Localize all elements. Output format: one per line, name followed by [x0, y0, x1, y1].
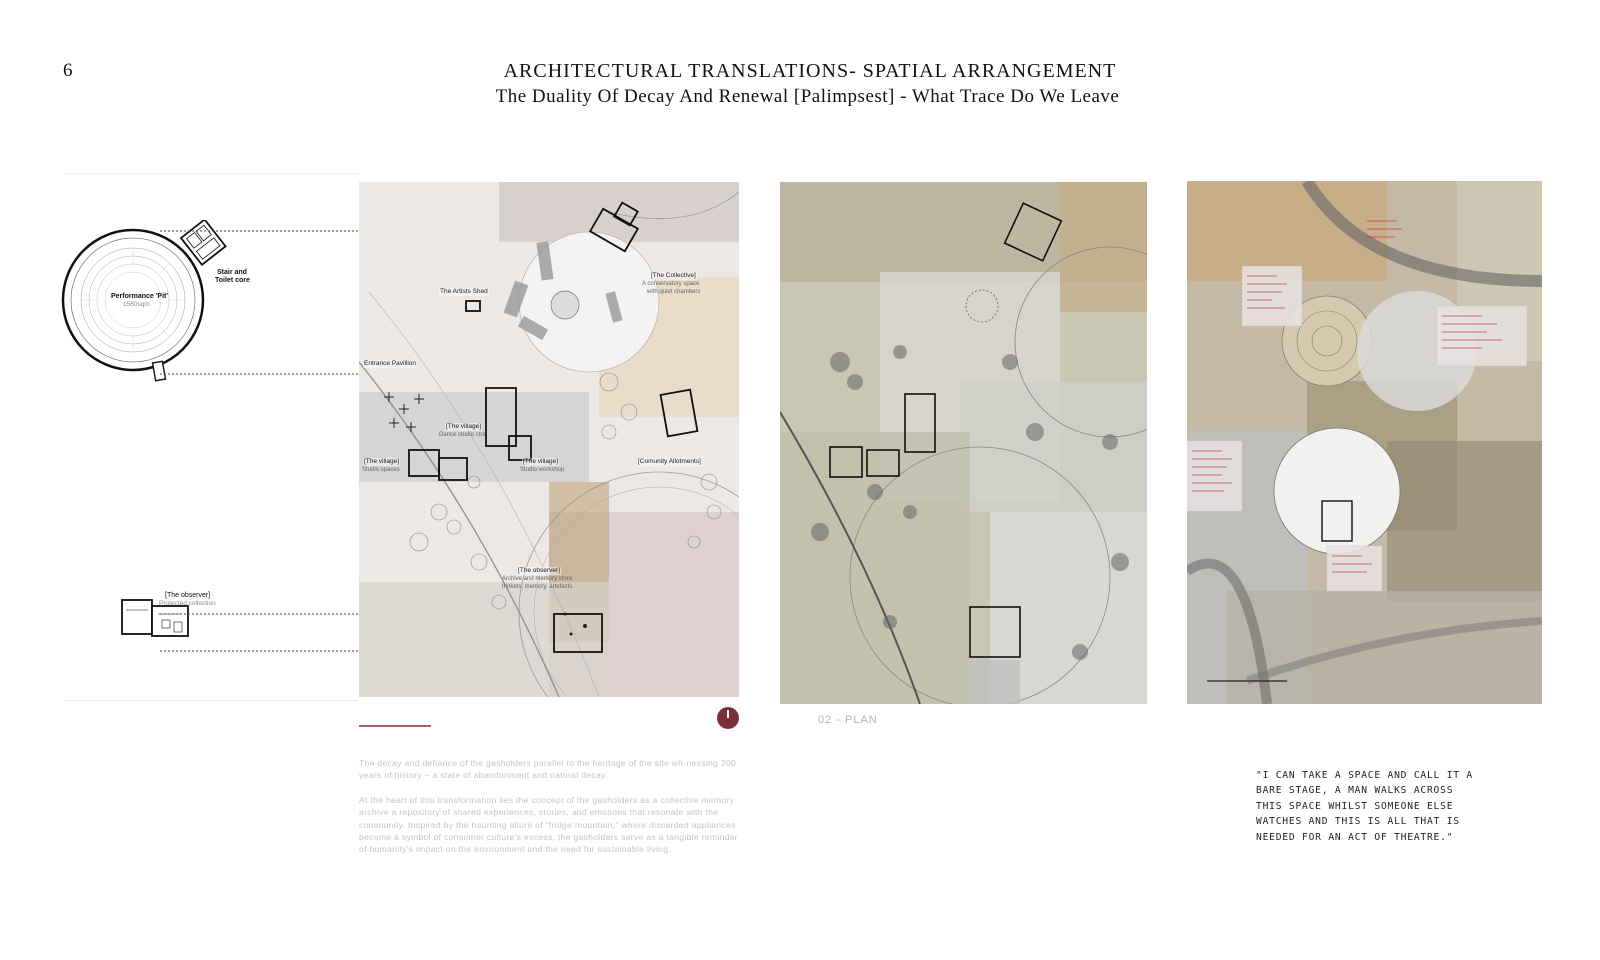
description-paragraph-2: At the heart of this transformation lies the concept of the gasholders as a collective memory archive a repository of shared experiences, stories, and emotions that resonate with the community. Inspired by the haunting allure of "fridge mountain," where discarded appliances become a symbol of consumer culture's excess, the gasholders serve as a tangible reminder of humanity's impact on the environment and the need for sustainable living.	[359, 795, 738, 855]
stair-label-line2: Toilet core	[215, 277, 250, 284]
label-observer-sub1: Archive and memory store	[502, 576, 573, 582]
scale-bar	[359, 715, 431, 718]
theatre-quote: "I CAN TAKE A SPACE AND CALL IT A BARE STAGE, A MAN WALKS ACROSS THIS SPACE WHILST SOMEONE ELSE WATCHES AND THIS IS ALL THAT IS NEEDED FOR AN ACT OF THEATRE."	[1256, 770, 1474, 843]
plan-collage-drawing	[780, 182, 1147, 704]
description-paragraph-1: The decay and defiance of the gasholders parallel to the heritage of the site wit-nessing 200 years of history – a state of abandonment and natural decay.	[359, 758, 737, 781]
performance-pit-area: 1560sqm	[123, 301, 150, 308]
label-observer: [The observer]	[518, 567, 560, 574]
annotated-collage	[1187, 181, 1542, 704]
annotated-collage-drawing	[1187, 181, 1542, 704]
label-community-allotments: [Comunity Allotments]	[638, 458, 701, 465]
label-artists-shed: The Artists Shed	[440, 288, 488, 295]
page-subtitle: The Duality Of Decay And Renewal [Palimpsest] - What Trace Do We Leave	[495, 86, 1120, 107]
label-collective-sub2: with quiet chambers	[647, 289, 701, 295]
label-village-left: [The village]	[364, 458, 400, 465]
label-entrance-pavillion: Entrance Pavillion	[364, 360, 417, 367]
label-collective-sub1: A conservatory space	[642, 281, 700, 287]
page-number: 6	[63, 60, 73, 81]
north-arrow-icon	[717, 707, 739, 729]
label-observer-sub2: trinkets, memory, artefacts	[502, 584, 573, 590]
label-collective: [The Collective]	[651, 272, 696, 279]
observer-sub-label: Protected collection	[159, 600, 216, 607]
label-village-centre: [The village]	[446, 423, 482, 430]
label-village-right: [The village]	[523, 458, 559, 465]
label-village-right-sub: Studio workshop	[520, 467, 565, 473]
site-plan-drawing	[359, 182, 739, 697]
plan-caption: 02 - PLAN	[818, 714, 878, 726]
performance-pit-label: Performance 'Pit'	[111, 293, 169, 300]
site-plan-collage	[359, 182, 739, 697]
stair-label-line1: Stair and	[217, 269, 247, 276]
label-village-centre-sub: Dance studio ctre	[439, 432, 486, 438]
label-village-left-sub: Studio spaces	[362, 467, 400, 473]
plan-collage	[780, 182, 1147, 704]
observer-label: [The observer]	[165, 592, 211, 599]
page-title: ARCHITECTURAL TRANSLATIONS- SPATIAL ARRANGEMENT	[503, 60, 1117, 82]
bottom-divider-line	[63, 700, 359, 701]
